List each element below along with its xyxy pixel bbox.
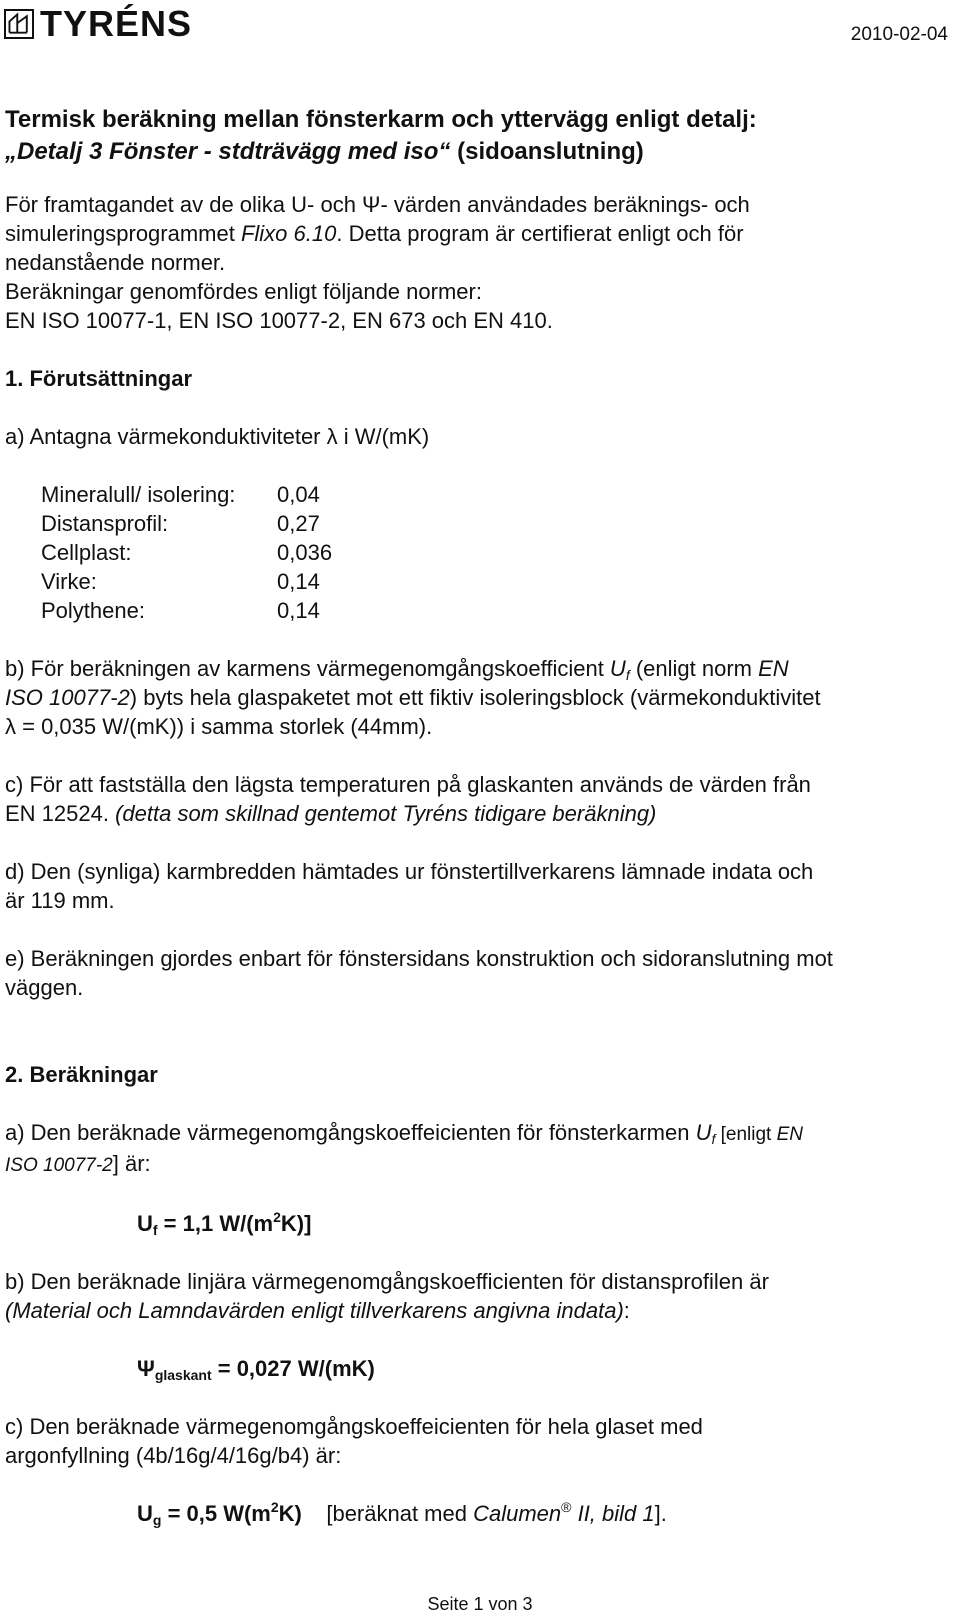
- material-row: [41, 567, 332, 596]
- company-logo: [4, 3, 193, 44]
- intro-line: Beräkningar genomfördes enligt följande normer:: [5, 279, 482, 304]
- material-name: Cellplast:: [41, 540, 132, 565]
- material-value: 0,27: [277, 511, 320, 536]
- page-header: [4, 3, 948, 50]
- material-name: Distansprofil:: [41, 511, 169, 536]
- result-psi: $\Psi_{glaskant} = 0,027$ W/(mK): [137, 1356, 375, 1383]
- item-e: e) Beräkningen gjordes enbart för fönstersidans konstruktion och sidoranslutning mot väggen.: [5, 946, 833, 1000]
- document-body: [5, 104, 945, 1528]
- material-row: [41, 596, 332, 625]
- software-name: Flixo 6.10: [240, 221, 337, 246]
- document-date: 2010-02-04: [850, 24, 948, 45]
- section-heading-2: 2. Beräkningar: [5, 1062, 158, 1087]
- section-heading-1: 1. Förutsättningar: [5, 366, 193, 391]
- material-name: Polythene:: [41, 598, 145, 623]
- intro-line: För framtagandet av de olika U- och Ψ- värden användades beräknings- och: [5, 192, 750, 217]
- material-value: 0,14: [277, 569, 320, 594]
- calc-item-a: a) Den beräknade värmegenomgångskoeffeicienten för fönsterkarmen $U_f$ [enligt EN ISO 10077-2] är:: [5, 1120, 804, 1176]
- material-value: 0,036: [277, 540, 333, 565]
- intro-line: nedanstående normer.: [5, 250, 226, 275]
- remark: (detta som skillnad gentemot Tyréns tidigare beräkning): [115, 801, 657, 826]
- symbol-u: U: [609, 656, 626, 681]
- logo-mark-icon: [4, 9, 34, 39]
- item-c: c) För att fastställa den lägsta temperaturen på glaskanten används de värden från EN 12524. (detta som skillnad gentemot Tyréns tidigare beräkning): [5, 772, 811, 826]
- page-number: Seite 1 von 3: [427, 1594, 533, 1614]
- material-row: [41, 509, 332, 538]
- material-value: 0,14: [277, 598, 320, 623]
- document-title: Termisk beräkning mellan fönsterkarm och yttervägg enligt detalj:: [5, 106, 757, 133]
- norms-list: EN ISO 10077-1, EN ISO 10077-2, EN 673 och EN 410.: [5, 308, 553, 333]
- document-subtitle: [5, 136, 945, 168]
- logo-text: TYRÉNS: [40, 3, 193, 44]
- materials-table: [41, 480, 332, 625]
- calc-item-b: b) Den beräknade linjära värmegenomgångskoefficienten för distansprofilen är (Material och Lamndavärden enligt tillverkarens angivna indata):: [5, 1269, 769, 1323]
- result-uf: $U_f = 1,1$ $W/(m^2K)$]: [137, 1209, 312, 1238]
- material-row: [41, 480, 332, 509]
- calc-item-c: c) Den beräknade värmegenomgångskoeffeicienten för hela glaset med argonfyllning (4b/16g/4/16g/b4) är:: [5, 1414, 703, 1468]
- intro-line: simuleringsprogrammet Flixo 6.10. Detta program är certifierat enligt och för: [5, 221, 744, 246]
- detail-name: „Detalj 3 Fönster - stdträvägg med iso“: [5, 138, 451, 165]
- item-d: d) Den (synliga) karmbredden hämtades ur fönstertillverkarens lämnade indata och är 119 mm.: [5, 859, 814, 913]
- material-name: Virke:: [41, 569, 97, 594]
- item-b: b) För beräkningen av karmens värmegenomgångskoefficient $U_f$ (enligt norm EN ISO 10077-2) byts hela glaspaketet mot ett fiktiv isoleringsblock (värmekonduktivitet λ = 0,035 W/(mK)) i samma storlek (44mm).: [5, 656, 821, 739]
- item-a: a) Antagna värmekonduktiviteter λ i W/(mK): [5, 424, 430, 449]
- material-name: Mineralull/ isolering:: [41, 482, 236, 507]
- result-ug: $U_g = 0,5$ $W(m^2K)$ [beräknat med Calumen® II, bild 1].: [137, 1499, 667, 1528]
- intro-paragraph: [5, 190, 945, 335]
- material-row: [41, 538, 332, 567]
- material-value: 0,04: [277, 482, 320, 507]
- detail-suffix: (sidoanslutning): [450, 138, 644, 165]
